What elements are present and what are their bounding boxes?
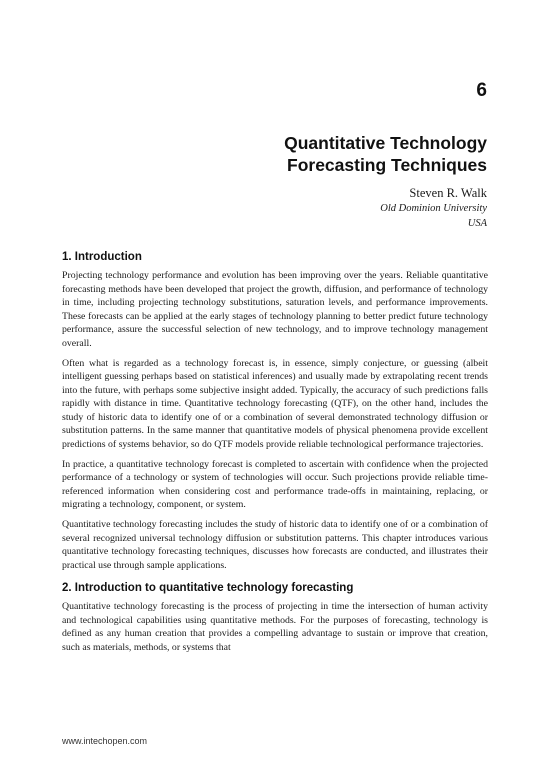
chapter-title-line-2: Forecasting Techniques	[287, 155, 487, 175]
paragraph: Projecting technology performance and evolution has been improving over the years. Reliable quantitative forecasting methods have been developed that project the growth, diffusion, and performance of technology in time, including projecting technology substitutions, saturation levels, and performance improvements. These forecasts can be applied at the early stages of technology planning to better predict future technology performance, assure the successful selection of new technology, and to improve technology management overall.	[62, 270, 488, 349]
footer-url[interactable]: www.intechopen.com	[62, 736, 148, 746]
paragraph: In practice, a quantitative technology forecast is completed to ascertain with confidence when the projected performance of a technology or system of technologies will occur. Such projections provide reliable time-referenced information when considering cost and performance trade-offs in maintaining, replacing, or migrating a technology, component, or system.	[62, 458, 488, 510]
paragraph: Often what is regarded as a technology forecast is, in essence, simply conjecture, or guessing (albeit intelligent guessing perhaps based on statistical inferences) and usually made by extrapolating recent trends into the future, with perhaps some subjective insight added. Typically, the accuracy of such predictions falls rapidly with distance in time. Quantitative technology forecasting (QTF), on the other hand, includes the study of historic data to identify one of or a combination of several demonstrated technology diffusion or substitution patterns. In the same manner that quantitative models of physical phenomena provide excellent predictions of systems behavior, so do QTF models provide reliable technological performance trajectories.	[62, 357, 488, 450]
author-block	[380, 186, 487, 231]
author-country: USA	[467, 218, 487, 229]
author-name: Steven R. Walk	[409, 186, 487, 200]
section-heading: 1. Introduction	[62, 251, 142, 263]
chapter-number: 6	[476, 80, 487, 101]
paragraph: Quantitative technology forecasting is the process of projecting in time the intersection of human activity and technological capabilities using quantitative methods. For the purposes of forecasting, technology is defined as any human creation that provides a compelling advantage to sustain or improve that creation, such as materials, methods, or systems that	[62, 601, 488, 653]
section-introduction	[62, 251, 488, 572]
paragraph: Quantitative technology forecasting includes the study of historic data to identify one of or a combination of several recognized universal technology diffusion or substitution patterns. This chapter introduces various quantitative technology forecasting techniques, discusses how forecasts are conducted, and illustrates their practical use through sample applications.	[62, 519, 488, 571]
chapter-body	[62, 251, 488, 661]
chapter-title-line-1: Quantitative Technology	[284, 133, 487, 153]
section-intro-qtf	[62, 582, 488, 654]
section-heading: 2. Introduction to quantitative technology forecasting	[62, 582, 354, 594]
author-affiliation: Old Dominion University	[380, 203, 487, 214]
chapter-title	[284, 132, 487, 176]
